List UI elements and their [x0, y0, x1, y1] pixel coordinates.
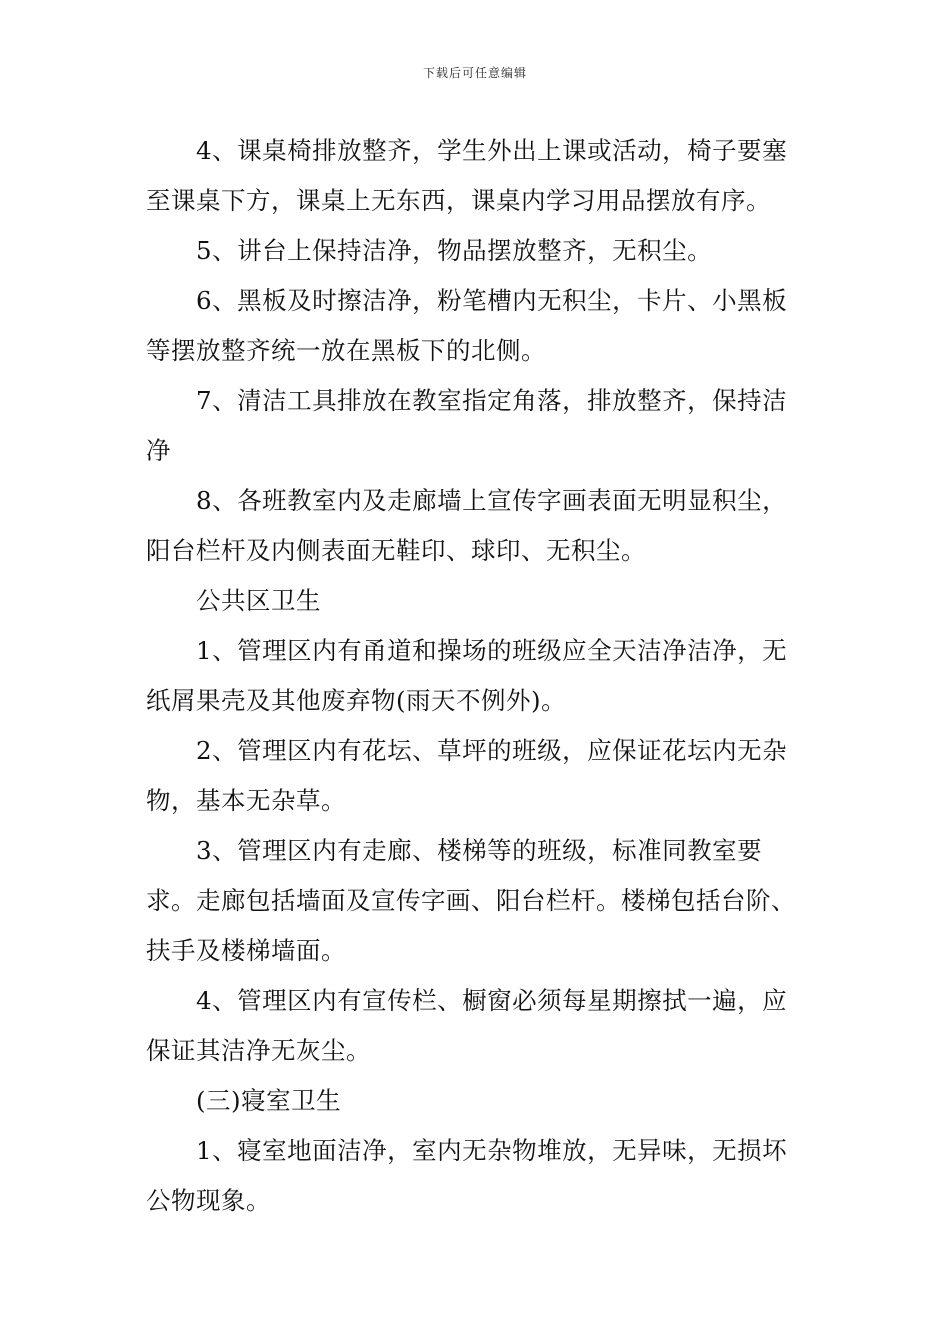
paragraph-podium: 5、讲台上保持洁净，物品摆放整齐，无积尘。 — [196, 236, 713, 265]
paragraph-flowerbeds: 2、管理区内有花坛、草坪的班级，应保证花坛内无杂物，基本无杂草。 — [146, 736, 788, 815]
paragraph-cleaning-tools: 7、清洁工具排放在教室指定角落，排放整齐，保持洁净 — [146, 386, 788, 465]
page-header-note: 下载后可任意编辑 — [422, 66, 527, 80]
paragraph-blackboard: 6、黑板及时擦洁净，粉笔槽内无积尘，卡片、小黑板等摆放整齐统一放在黑板下的北侧。 — [146, 286, 788, 365]
paragraph-classroom-desks: 4、课桌椅排放整齐，学生外出上课或活动，椅子要塞至课桌下方，课桌上无东西，课桌内学习用品摆放有序。 — [146, 136, 788, 215]
paragraph-dormitory-floor: 1、寝室地面洁净，室内无杂物堆放，无异味，无损坏公物现象。 — [146, 1136, 788, 1215]
paragraph-bulletin-boards: 4、管理区内有宣传栏、橱窗必须每星期擦拭一遍，应保证其洁净无灰尘。 — [146, 986, 788, 1065]
paragraph-paths-playground: 1、管理区内有甬道和操场的班级应全天洁净洁净，无纸屑果壳及其他废弃物(雨天不例外)。 — [146, 636, 788, 715]
section-heading-dormitory: (三)寝室卫生 — [196, 1086, 342, 1115]
paragraph-walls-balcony: 8、各班教室内及走廊墙上宣传字画表面无明显积尘，阳台栏杆及内侧表面无鞋印、球印、无积尘。 — [146, 486, 788, 565]
paragraph-corridors-stairs: 3、管理区内有走廊、楼梯等的班级，标准同教室要求。走廊包括墙面及宣传字画、阳台栏杆。楼梯包括台阶、扶手及楼梯墙面。 — [146, 836, 796, 965]
section-heading-public-area: 公共区卫生 — [196, 586, 321, 615]
document-body — [146, 126, 810, 1226]
